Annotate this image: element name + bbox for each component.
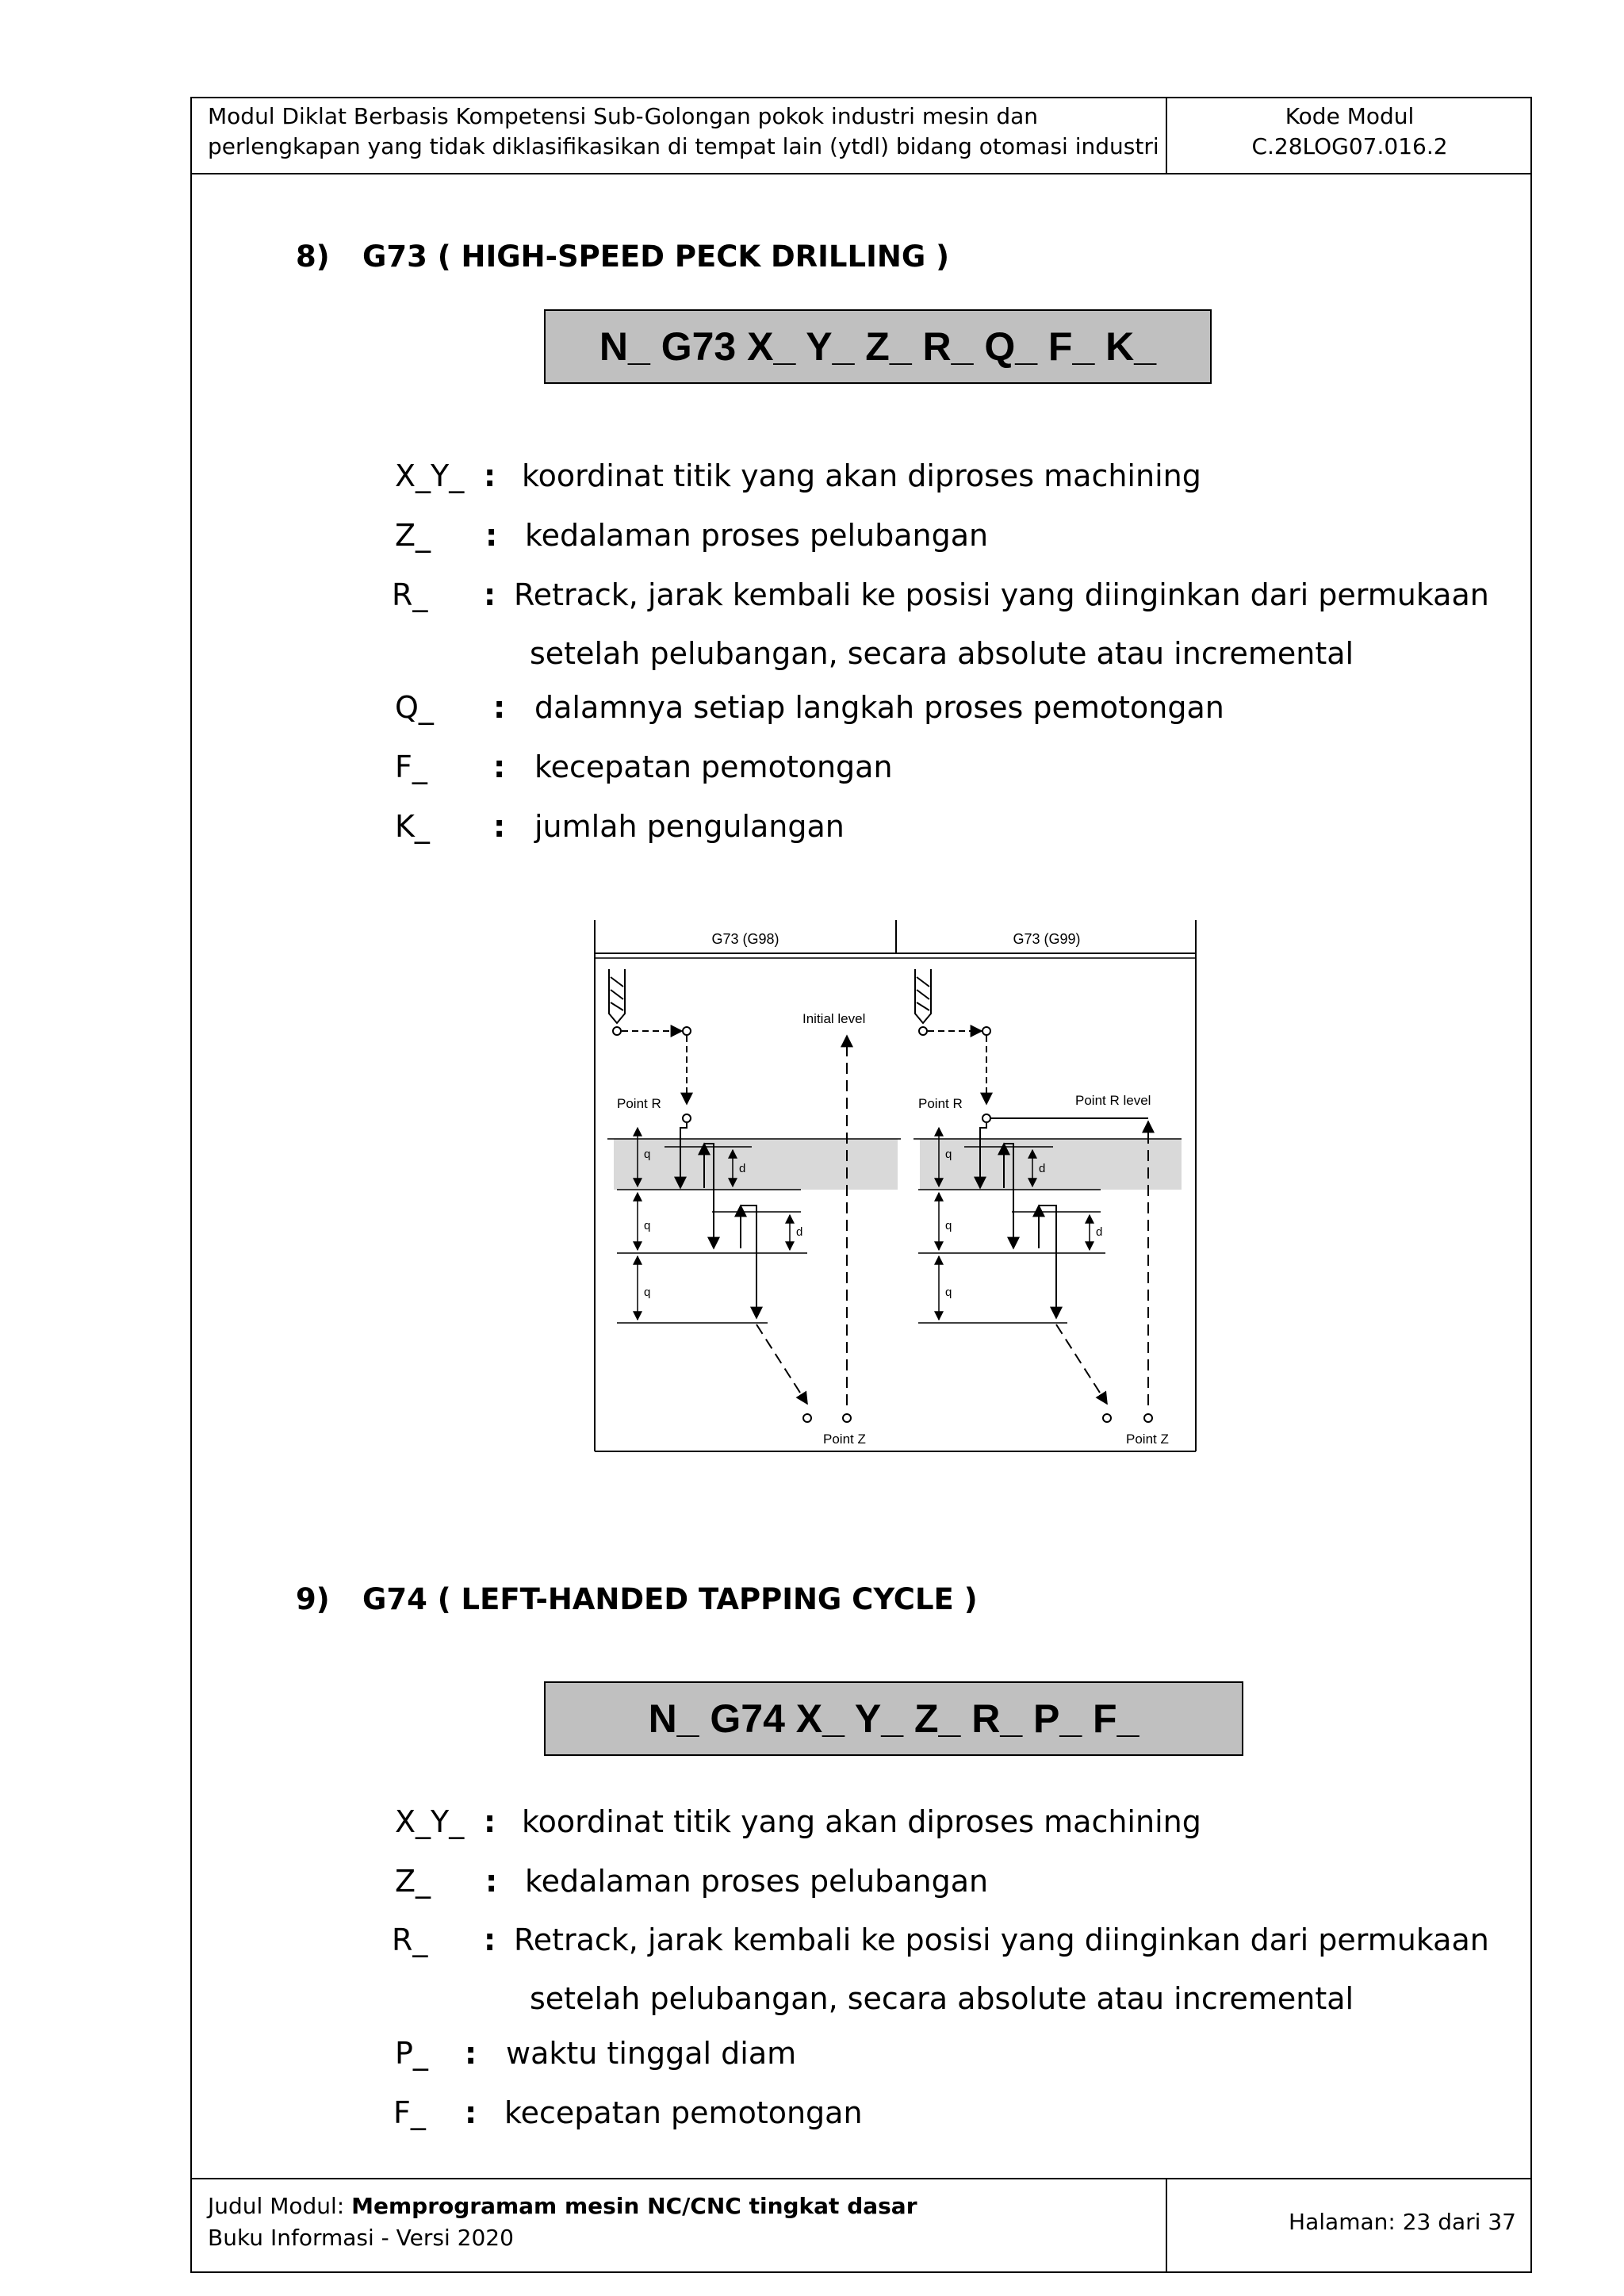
param-colon: : <box>493 690 506 725</box>
page-header <box>192 98 1530 174</box>
param-colon: : <box>484 577 496 612</box>
param-colon: : <box>493 749 506 784</box>
param-colon: : <box>484 1804 496 1839</box>
param-desc: kedalaman proses pelubangan <box>525 1864 989 1899</box>
q-label: q <box>945 1148 952 1161</box>
param-colon: : <box>493 809 506 844</box>
g74-param-r-continuation: setelah pelubangan, secara absolute atau incremental <box>530 1981 1354 2016</box>
param-code: X_Y_ <box>395 458 465 493</box>
param-desc: koordinat titik yang akan diproses machining <box>522 458 1201 493</box>
param-desc: waktu tinggal diam <box>506 2036 797 2071</box>
module-code-label: Kode Modul <box>1285 103 1415 129</box>
section-9-number: 9) <box>296 1582 330 1616</box>
initial-level-label: Initial level <box>802 1011 866 1026</box>
section-9-title: G74 ( LEFT-HANDED TAPPING CYCLE ) <box>362 1582 978 1616</box>
d-label: d <box>796 1225 803 1239</box>
param-code: Z_ <box>395 518 431 553</box>
param-desc: kecepatan pemotongan <box>504 2095 863 2130</box>
param-code: X_Y_ <box>395 1804 465 1839</box>
param-desc: kecepatan pemotongan <box>534 749 893 784</box>
point-r-label: Point R <box>918 1096 963 1111</box>
point-r-level-label: Point R level <box>1075 1093 1151 1108</box>
param-code: R_ <box>392 577 428 612</box>
diagram-panel-g99 <box>914 969 1182 1447</box>
footer-page-number: Halaman: 23 dari 37 <box>1289 2209 1516 2235</box>
param-colon: : <box>484 458 496 493</box>
footer-book-version: Buku Informasi - Versi 2020 <box>208 2225 514 2251</box>
param-colon: : <box>485 518 498 553</box>
q-label: q <box>945 1286 952 1299</box>
param-colon: : <box>465 2095 477 2130</box>
q-label: q <box>945 1219 952 1232</box>
module-code-value: C.28LOG07.016.2 <box>1251 133 1448 159</box>
module-line-2: perlengkapan yang tidak diklasifikasikan di tempat lain (ytdl) bidang otomasi industri <box>208 133 1159 159</box>
point-r-label: Point R <box>617 1096 661 1111</box>
section-8-title: G73 ( HIGH-SPEED PECK DRILLING ) <box>362 240 949 274</box>
d-label: d <box>1039 1162 1046 1175</box>
point-z-label: Point Z <box>823 1432 866 1447</box>
param-code: R_ <box>392 1922 428 1957</box>
footer-title-cell <box>192 2179 1167 2271</box>
param-colon: : <box>484 1922 496 1957</box>
param-desc: kedalaman proses pelubangan <box>525 518 989 553</box>
page-footer <box>192 2178 1530 2271</box>
g73-formula-box: N_ G73 X_ Y_ Z_ R_ Q_ F_ K_ <box>544 309 1212 384</box>
param-code: F_ <box>395 749 427 784</box>
section-8-heading <box>296 240 949 274</box>
param-colon: : <box>485 1864 498 1899</box>
param-desc: jumlah pengulangan <box>534 809 845 844</box>
diagram-panel-g98 <box>607 969 901 1447</box>
d-label: d <box>739 1162 746 1175</box>
workpiece-layer <box>614 1139 898 1190</box>
module-code-cell <box>1167 98 1532 173</box>
drill-tool-icon <box>609 969 625 1023</box>
q-label: q <box>644 1148 651 1161</box>
g74-formula-box: N_ G74 X_ Y_ Z_ R_ P_ F_ <box>544 1681 1243 1756</box>
d-label: d <box>1096 1225 1103 1239</box>
q-label: q <box>644 1286 651 1299</box>
param-code: K_ <box>395 809 430 844</box>
param-desc: Retrack, jarak kembali ke posisi yang diinginkan dari permukaan <box>514 1922 1489 1957</box>
footer-title-label: Judul Modul: <box>208 2193 352 2219</box>
param-code: F_ <box>393 2095 426 2130</box>
drill-tool-icon <box>915 969 931 1023</box>
section-8-number: 8) <box>296 240 330 274</box>
param-code: P_ <box>395 2036 428 2071</box>
param-desc: dalamnya setiap langkah proses pemotongan <box>534 690 1224 725</box>
section-9-heading <box>296 1582 978 1616</box>
diagram-title-g99: G73 (G99) <box>1013 931 1081 947</box>
diagram-title-g98: G73 (G98) <box>711 931 779 947</box>
param-code: Z_ <box>395 1864 431 1899</box>
g73-param-r-continuation: setelah pelubangan, secara absolute atau incremental <box>530 636 1354 671</box>
param-code: Q_ <box>395 690 434 725</box>
module-description <box>192 98 1167 173</box>
g73-cycle-diagram <box>593 920 1197 1453</box>
point-z-label: Point Z <box>1126 1432 1169 1447</box>
footer-title-value: Memprogramam mesin NC/CNC tingkat dasar <box>351 2193 917 2219</box>
module-line-1: Modul Diklat Berbasis Kompetensi Sub-Golongan pokok industri mesin dan <box>208 103 1039 129</box>
param-desc: koordinat titik yang akan diproses machining <box>522 1804 1201 1839</box>
param-desc: Retrack, jarak kembali ke posisi yang diinginkan dari permukaan <box>514 577 1489 612</box>
q-label: q <box>644 1219 651 1232</box>
param-colon: : <box>465 2036 477 2071</box>
